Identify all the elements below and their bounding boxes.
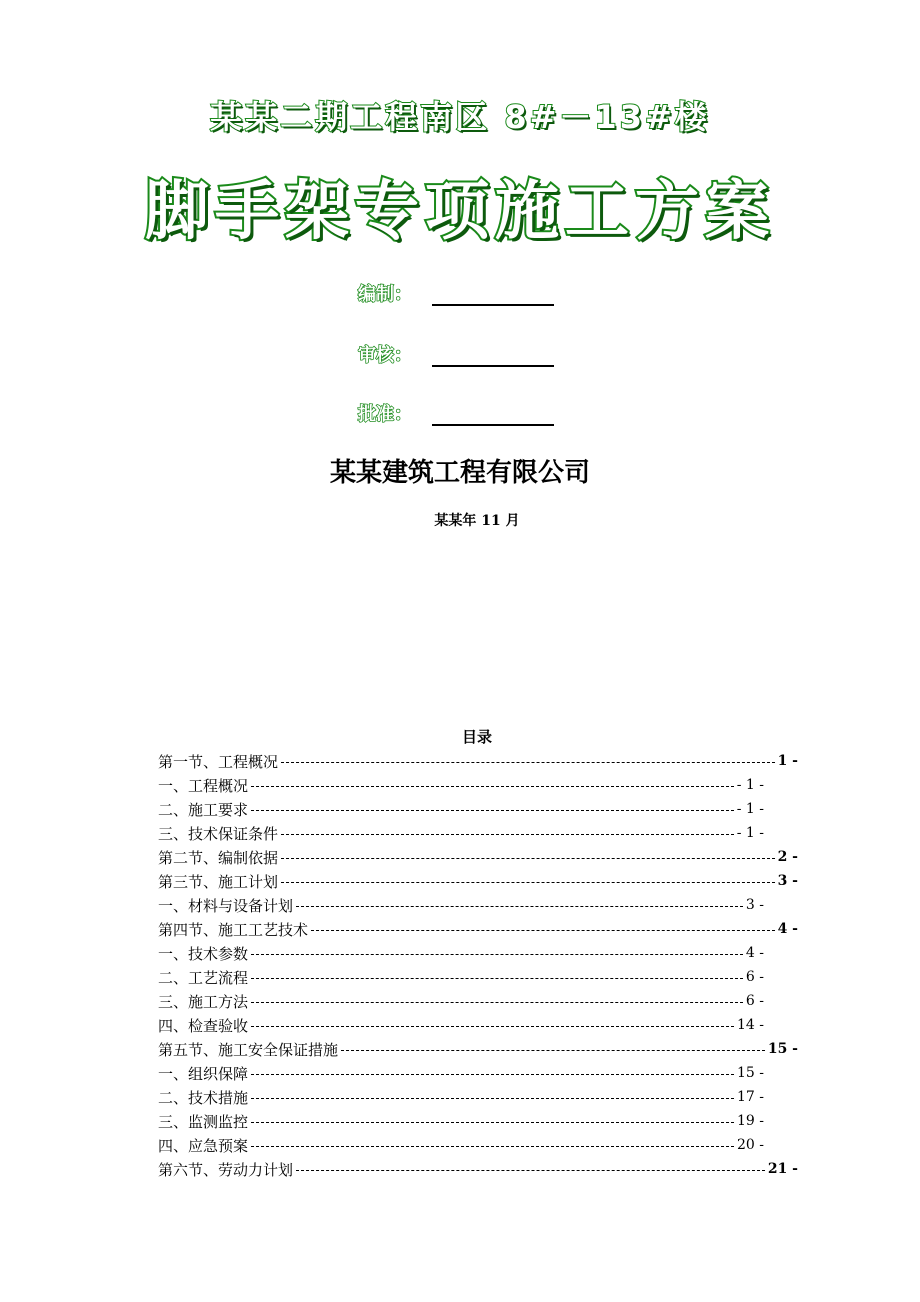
toc-entry-page: - 1 -	[736, 825, 764, 841]
toc-leader-dashes	[251, 1122, 734, 1123]
toc-leader-dashes	[251, 1146, 734, 1147]
toc-entry-page: 4 -	[777, 921, 798, 937]
toc-entry-text: 二、工艺流程	[158, 968, 249, 987]
toc-leader-dashes	[296, 1170, 765, 1171]
toc-leader-dashes	[251, 786, 734, 787]
toc-leader-dashes	[251, 810, 734, 811]
toc-entry-page: 14 -	[737, 1017, 764, 1033]
toc-entry[interactable]	[158, 917, 798, 941]
toc-leader-dashes	[251, 1002, 743, 1003]
toc-entry-text: 四、应急预案	[158, 1136, 249, 1155]
signature-row-approved	[358, 396, 554, 426]
company-name: 某某建筑工程有限公司	[329, 458, 590, 488]
toc-entry[interactable]	[158, 965, 764, 989]
toc-entry-text: 一、技术参数	[158, 944, 249, 963]
toc-entry-text: 三、监测监控	[158, 1112, 249, 1131]
toc-entry-page: 15 -	[767, 1041, 798, 1057]
signature-row-prepared	[358, 276, 554, 306]
toc-entry-page: 15 -	[737, 1065, 764, 1081]
toc-entry-page: 4 -	[745, 945, 764, 961]
toc-entry[interactable]	[158, 821, 764, 845]
toc-entry[interactable]	[158, 869, 798, 893]
signature-blank-prepared	[432, 282, 554, 306]
toc-entry-page: 3 -	[777, 873, 798, 889]
toc-entry-text: 四、检查验收	[158, 1016, 249, 1035]
toc-leader-dashes	[311, 930, 775, 931]
toc-entry-page: 21 -	[767, 1161, 798, 1177]
table-of-contents	[158, 749, 798, 1181]
toc-entry-text: 第六节、劳动力计划	[158, 1160, 294, 1179]
toc-entry[interactable]	[158, 1085, 764, 1109]
toc-entry-page: 2 -	[777, 849, 798, 865]
toc-entry-page: 17 -	[737, 1089, 764, 1105]
toc-entry[interactable]	[158, 1133, 764, 1157]
toc-entry[interactable]	[158, 773, 764, 797]
toc-leader-dashes	[341, 1050, 765, 1051]
toc-leader-dashes	[251, 954, 743, 955]
toc-entry-page: - 1 -	[736, 801, 764, 817]
signature-row-reviewed	[358, 337, 554, 367]
toc-entry-page: 6 -	[745, 969, 764, 985]
toc-entry[interactable]	[158, 797, 764, 821]
toc-entry-page: - 1 -	[736, 777, 764, 793]
signature-label-approved: 批准：	[358, 404, 412, 425]
toc-leader-dashes	[281, 834, 734, 835]
toc-entry-page: 6 -	[745, 993, 764, 1009]
toc-entry-text: 二、技术措施	[158, 1088, 249, 1107]
toc-leader-dashes	[281, 882, 775, 883]
toc-entry[interactable]	[158, 1061, 764, 1085]
signature-label-prepared: 编制：	[358, 284, 412, 305]
toc-leader-dashes	[296, 906, 743, 907]
toc-entry-text: 第四节、施工工艺技术	[158, 920, 309, 939]
toc-entry[interactable]	[158, 1109, 764, 1133]
signature-label-reviewed: 审核：	[358, 345, 412, 366]
toc-entry-text: 三、施工方法	[158, 992, 249, 1011]
toc-entry[interactable]	[158, 941, 764, 965]
toc-leader-dashes	[281, 858, 775, 859]
toc-entry[interactable]	[158, 893, 764, 917]
toc-entry-text: 第三节、施工计划	[158, 872, 279, 891]
toc-entry[interactable]	[158, 749, 798, 773]
toc-leader-dashes	[281, 762, 775, 763]
toc-entry[interactable]	[158, 1037, 798, 1061]
signature-blank-reviewed	[432, 343, 554, 367]
cover-title-line1: 某某二期工程南区 8#－13#楼	[210, 98, 710, 136]
toc-entry-text: 第二节、编制依据	[158, 848, 279, 867]
toc-entry-text: 第五节、施工安全保证措施	[158, 1040, 339, 1059]
toc-entry-page: 19 -	[737, 1113, 764, 1129]
toc-entry-page: 1 -	[777, 753, 798, 769]
toc-leader-dashes	[251, 978, 743, 979]
toc-entry-text: 二、施工要求	[158, 800, 249, 819]
toc-entry[interactable]	[158, 845, 798, 869]
toc-entry[interactable]	[158, 1157, 798, 1181]
toc-entry-page: 3 -	[745, 897, 764, 913]
toc-entry-text: 第一节、工程概况	[158, 752, 279, 771]
toc-leader-dashes	[251, 1026, 734, 1027]
cover-title-main: 脚手架专项施工方案	[145, 175, 775, 249]
toc-entry-page: 20 -	[737, 1137, 764, 1153]
document-date: 某某年 11 月	[434, 513, 520, 529]
toc-leader-dashes	[251, 1098, 734, 1099]
toc-entry-text: 一、工程概况	[158, 776, 249, 795]
toc-entry-text: 三、技术保证条件	[158, 824, 279, 843]
toc-entry-text: 一、材料与设备计划	[158, 896, 294, 915]
toc-entry[interactable]	[158, 1013, 764, 1037]
signature-blank-approved	[432, 402, 554, 426]
toc-title: 目录	[461, 728, 492, 746]
toc-entry[interactable]	[158, 989, 764, 1013]
toc-leader-dashes	[251, 1074, 734, 1075]
toc-entry-text: 一、组织保障	[158, 1064, 249, 1083]
